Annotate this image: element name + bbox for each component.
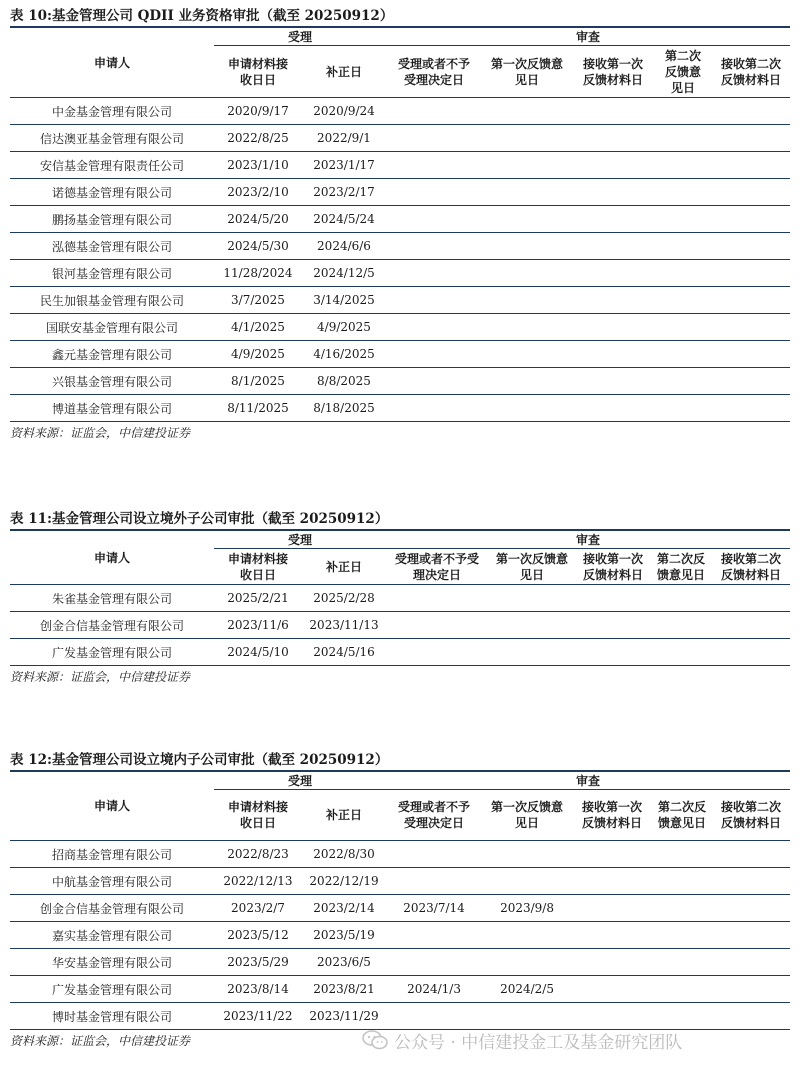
applicant-name: 博时基金管理有限公司: [10, 1003, 214, 1030]
applicant-name: 民生加银基金管理有限公司: [10, 287, 214, 314]
decision-date: [386, 585, 488, 612]
correction-date: 8/8/2025: [302, 368, 386, 395]
applicant-name: 兴银基金管理有限公司: [10, 368, 214, 395]
decision-date: [386, 868, 482, 895]
decision-date: [386, 179, 482, 206]
header-applicant: 申请人: [10, 27, 214, 98]
header-accept: 受理: [214, 27, 386, 46]
header-review: 审查: [386, 771, 790, 790]
submit-date: 2024/5/20: [214, 206, 302, 233]
header-accept: 受理: [214, 530, 386, 549]
watermark: [362, 1026, 682, 1054]
header-decision-date: 受理或者不予 受理决定日: [386, 790, 482, 841]
correction-date: 2023/11/13: [302, 612, 386, 639]
correction-date: 2020/9/24: [302, 98, 386, 125]
first-feedback-date: [482, 314, 572, 341]
correction-date: 2024/6/6: [302, 233, 386, 260]
correction-date: 2025/2/28: [302, 585, 386, 612]
table10-section: [10, 6, 790, 444]
decision-date: [386, 395, 482, 422]
applicant-name: 国联安基金管理有限公司: [10, 314, 214, 341]
first-feedback-date: 2024/2/5: [482, 976, 572, 1003]
decision-date: [386, 98, 482, 125]
submit-date: 2024/5/10: [214, 639, 302, 666]
submit-date: 8/11/2025: [214, 395, 302, 422]
applicant-name: 朱雀基金管理有限公司: [10, 585, 214, 612]
table-row: [10, 314, 790, 341]
header-submit-date: 申请材料接 收日日: [214, 549, 302, 585]
applicant-name: 信达澳亚基金管理有限公司: [10, 125, 214, 152]
submit-date: 2022/8/25: [214, 125, 302, 152]
table11-section: [10, 509, 790, 688]
applicant-name: 广发基金管理有限公司: [10, 639, 214, 666]
first-feedback-date: [482, 395, 572, 422]
submit-date: 4/9/2025: [214, 341, 302, 368]
first-feedback-date: [482, 841, 572, 868]
table-row: [10, 233, 790, 260]
table-row: [10, 841, 790, 868]
header-first-materials: 接收第一次 反馈材料日: [572, 790, 652, 841]
header-applicant: 申请人: [10, 530, 214, 585]
submit-date: 2023/1/10: [214, 152, 302, 179]
applicant-name: 广发基金管理有限公司: [10, 976, 214, 1003]
first-feedback-date: [482, 206, 572, 233]
header-first-materials: 接收第一次 反馈材料日: [572, 46, 654, 98]
table-row: [10, 922, 790, 949]
submit-date: 2023/11/6: [214, 612, 302, 639]
correction-date: 2023/2/14: [302, 895, 386, 922]
correction-date: 2023/1/17: [302, 152, 386, 179]
first-feedback-date: [488, 639, 576, 666]
header-second-materials: 接收第二次 反馈材料日: [712, 46, 790, 98]
table-row: [10, 152, 790, 179]
table-row: [10, 585, 790, 612]
first-feedback-date: [488, 585, 576, 612]
table11-title: 表 11:基金管理公司设立境外子公司审批（截至 20250912）: [10, 511, 389, 527]
applicant-name: 鑫元基金管理有限公司: [10, 341, 214, 368]
first-feedback-date: [482, 949, 572, 976]
table12-section: [10, 750, 790, 1052]
header-correction-date: 补正日: [302, 790, 386, 841]
header-first-feedback: 第一次反馈意 见日: [482, 790, 572, 841]
table12: [10, 770, 790, 1030]
correction-date: 2023/8/21: [302, 976, 386, 1003]
header-first-materials: 接收第一次 反馈材料日: [576, 549, 650, 585]
correction-date: 4/9/2025: [302, 314, 386, 341]
applicant-name: 博道基金管理有限公司: [10, 395, 214, 422]
first-feedback-date: [482, 368, 572, 395]
correction-date: 2024/5/16: [302, 639, 386, 666]
decision-date: [386, 260, 482, 287]
decision-date: [386, 314, 482, 341]
applicant-name: 鹏扬基金管理有限公司: [10, 206, 214, 233]
first-feedback-date: [482, 179, 572, 206]
submit-date: 8/1/2025: [214, 368, 302, 395]
decision-date: [386, 341, 482, 368]
first-feedback-date: [482, 125, 572, 152]
table-row: [10, 368, 790, 395]
applicant-name: 中航基金管理有限公司: [10, 868, 214, 895]
table-row: [10, 976, 790, 1003]
correction-date: 2024/12/5: [302, 260, 386, 287]
submit-date: 2023/8/14: [214, 976, 302, 1003]
table-row: [10, 98, 790, 125]
decision-date: [386, 949, 482, 976]
header-submit-date: 申请材料接 收日日: [214, 790, 302, 841]
header-second-feedback: 第二次反 馈意见日: [652, 790, 712, 841]
first-feedback-date: [482, 341, 572, 368]
correction-date: 2023/11/29: [302, 1003, 386, 1030]
header-second-feedback: 第二次 反馈意 见日: [654, 46, 712, 98]
header-submit-date: 申请材料接 收日日: [214, 46, 302, 98]
header-second-materials: 接收第二次 反馈材料日: [712, 549, 790, 585]
table-row: [10, 179, 790, 206]
decision-date: [386, 125, 482, 152]
submit-date: 2023/5/12: [214, 922, 302, 949]
header-decision-date: 受理或者不予受 理决定日: [386, 549, 488, 585]
submit-date: 2024/5/30: [214, 233, 302, 260]
decision-date: [386, 922, 482, 949]
table-row: [10, 125, 790, 152]
header-second-materials: 接收第二次 反馈材料日: [712, 790, 790, 841]
table-row: [10, 206, 790, 233]
submit-date: 3/7/2025: [214, 287, 302, 314]
table-row: [10, 287, 790, 314]
decision-date: [386, 639, 488, 666]
decision-date: [386, 841, 482, 868]
table11: [10, 529, 790, 666]
correction-date: 8/18/2025: [302, 395, 386, 422]
first-feedback-date: [482, 868, 572, 895]
correction-date: 4/16/2025: [302, 341, 386, 368]
applicant-name: 创金合信基金管理有限公司: [10, 612, 214, 639]
decision-date: [386, 368, 482, 395]
header-review: 审查: [386, 530, 790, 549]
decision-date: [386, 152, 482, 179]
header-applicant: 申请人: [10, 771, 214, 841]
wechat-icon: [362, 1030, 388, 1050]
submit-date: 2023/11/22: [214, 1003, 302, 1030]
header-second-feedback: 第二次反 馈意见日: [650, 549, 712, 585]
submit-date: 2022/12/13: [214, 868, 302, 895]
table-row: [10, 395, 790, 422]
first-feedback-date: [482, 152, 572, 179]
submit-date: 2025/2/21: [214, 585, 302, 612]
correction-date: 2022/12/19: [302, 868, 386, 895]
submit-date: 2020/9/17: [214, 98, 302, 125]
table11-source: 资料来源：证监会，中信建投证券: [10, 670, 191, 684]
table10-source: 资料来源：证监会，中信建投证券: [10, 426, 191, 440]
applicant-name: 泓德基金管理有限公司: [10, 233, 214, 260]
table10: [10, 26, 790, 422]
first-feedback-date: [482, 260, 572, 287]
table-row: [10, 341, 790, 368]
table12-source: 资料来源：证监会，中信建投证券: [10, 1034, 191, 1048]
first-feedback-date: [488, 612, 576, 639]
submit-date: 11/28/2024: [214, 260, 302, 287]
correction-date: 2024/5/24: [302, 206, 386, 233]
header-first-feedback: 第一次反馈意 见日: [482, 46, 572, 98]
submit-date: 2022/8/23: [214, 841, 302, 868]
decision-date: [386, 233, 482, 260]
applicant-name: 银河基金管理有限公司: [10, 260, 214, 287]
header-first-feedback: 第一次反馈意 见日: [488, 549, 576, 585]
table-row: [10, 949, 790, 976]
decision-date: [386, 287, 482, 314]
correction-date: 2023/6/5: [302, 949, 386, 976]
first-feedback-date: [482, 233, 572, 260]
applicant-name: 嘉实基金管理有限公司: [10, 922, 214, 949]
header-review: 审查: [386, 27, 790, 46]
table-row: [10, 868, 790, 895]
table-row: [10, 612, 790, 639]
applicant-name: 诺德基金管理有限公司: [10, 179, 214, 206]
header-decision-date: 受理或者不予 受理决定日: [386, 46, 482, 98]
submit-date: 4/1/2025: [214, 314, 302, 341]
correction-date: 2023/5/19: [302, 922, 386, 949]
decision-date: [386, 206, 482, 233]
watermark-text: 公众号 · 中信建投金工及基金研究团队: [394, 1032, 683, 1053]
correction-date: 2022/8/30: [302, 841, 386, 868]
submit-date: 2023/2/10: [214, 179, 302, 206]
submit-date: 2023/2/7: [214, 895, 302, 922]
correction-date: 3/14/2025: [302, 287, 386, 314]
first-feedback-date: 2023/9/8: [482, 895, 572, 922]
table-row: [10, 260, 790, 287]
correction-date: 2022/9/1: [302, 125, 386, 152]
table12-title: 表 12:基金管理公司设立境内子公司审批（截至 20250912）: [10, 752, 389, 768]
header-correction-date: 补正日: [302, 46, 386, 98]
applicant-name: 中金基金管理有限公司: [10, 98, 214, 125]
decision-date: 2024/1/3: [386, 976, 482, 1003]
first-feedback-date: [482, 287, 572, 314]
header-correction-date: 补正日: [302, 549, 386, 585]
decision-date: 2023/7/14: [386, 895, 482, 922]
correction-date: 2023/2/17: [302, 179, 386, 206]
header-accept: 受理: [214, 771, 386, 790]
applicant-name: 创金合信基金管理有限公司: [10, 895, 214, 922]
first-feedback-date: [482, 922, 572, 949]
applicant-name: 招商基金管理有限公司: [10, 841, 214, 868]
table-row: [10, 895, 790, 922]
table-row: [10, 639, 790, 666]
submit-date: 2023/5/29: [214, 949, 302, 976]
applicant-name: 华安基金管理有限公司: [10, 949, 214, 976]
decision-date: [386, 612, 488, 639]
table10-title: 表 10:基金管理公司 QDII 业务资格审批（截至 20250912）: [10, 8, 394, 24]
applicant-name: 安信基金管理有限责任公司: [10, 152, 214, 179]
first-feedback-date: [482, 98, 572, 125]
